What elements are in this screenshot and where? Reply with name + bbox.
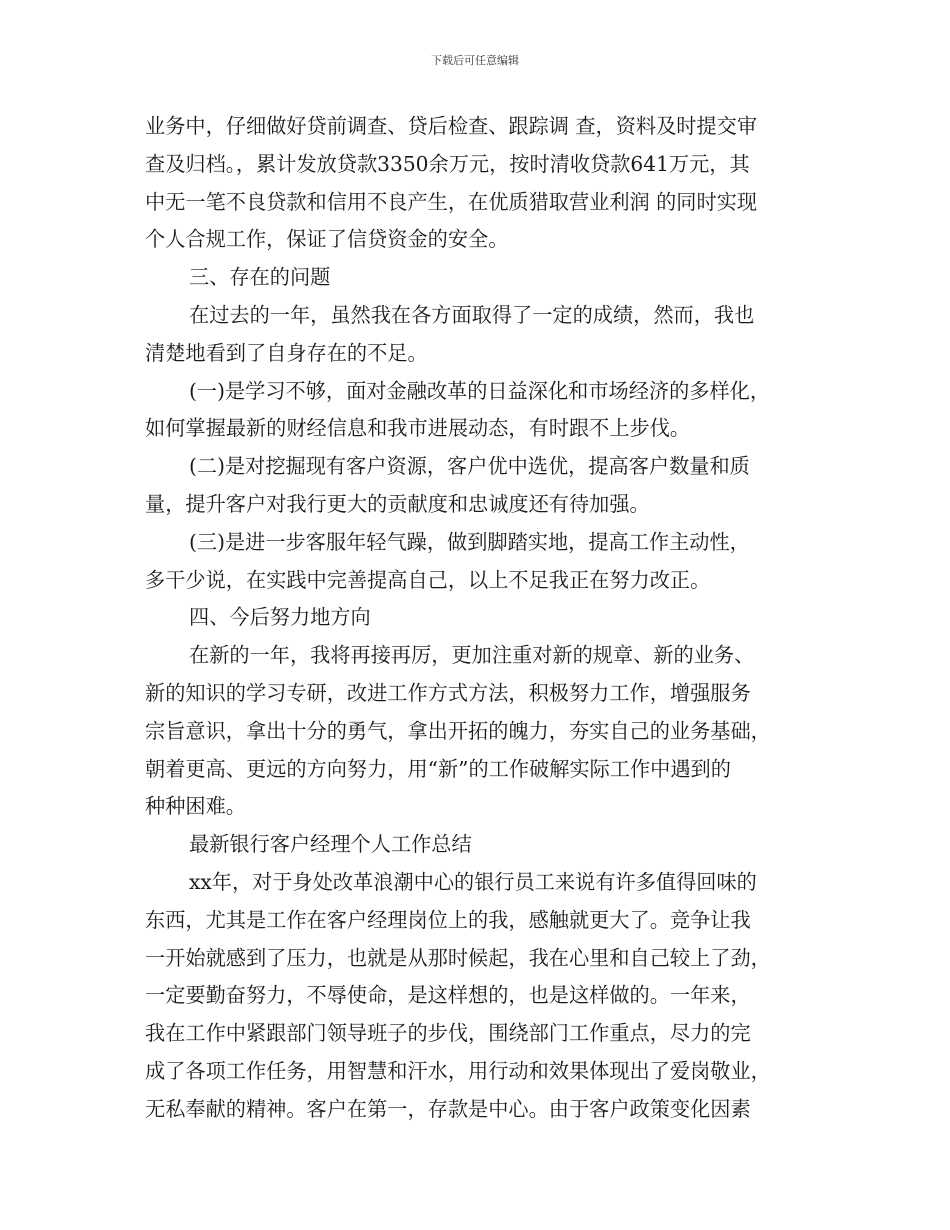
body-line: 量，提升客户对我行更大的贡献度和忠诚度还有待加强。 xyxy=(145,491,650,516)
body-line: 查及归档。，累计发放贷款3350余万元，按时清收贷款641万元，其 xyxy=(145,151,750,176)
body-line: (二)是对挖掘现有客户资源，客户优中选优，提高客户数量和质 xyxy=(189,454,750,479)
body-line: 朝着更高、更远的方向努力，用“新”的工作破解实际工作中遇到的 xyxy=(145,756,731,781)
body-line: 新的知识的学习专研，改进工作方式方法，积极努力工作，增强服务 xyxy=(145,680,751,705)
body-line: 成了各项工作任务，用智慧和汗水，用行动和效果体现出了爱岗敬业， xyxy=(145,1058,771,1083)
body-line: 个人合规工作，保证了信贷资金的安全。 xyxy=(145,227,509,252)
body-line: 在新的一年，我将再接再厉，更加注重对新的规章、新的业务、 xyxy=(189,643,755,668)
body-line: (一)是学习不够，面对金融改革的日益深化和市场经济的多样化， xyxy=(189,378,771,403)
body-line: 一开始就感到了压力，也就是从那时候起，我在心里和自己较上了劲， xyxy=(145,945,771,970)
body-line: 种种困难。 xyxy=(145,794,246,819)
body-line: 多干少说，在实践中完善提高自己，以上不足我正在努力改正。 xyxy=(145,567,711,592)
document-body xyxy=(145,108,810,1129)
body-line: 清楚地看到了自身存在的不足。 xyxy=(145,340,428,365)
body-line: 宗旨意识，拿出十分的勇气，拿出开拓的魄力，夯实自己的业务基础， xyxy=(145,718,771,743)
body-line: 一定要勤奋努力，不辱使命，是这样想的，也是这样做的。一年来， xyxy=(145,983,751,1008)
body-line: 业务中，仔细做好贷前调查、贷后检查、跟踪调 查，资料及时提交审 xyxy=(145,114,758,138)
body-line: 如何掌握最新的财经信息和我市进展动态，有时跟不上步伐。 xyxy=(145,416,691,441)
body-line: 在过去的一年，虽然我在各方面取得了一定的成绩，然而，我也 xyxy=(189,302,755,327)
body-line: xx年，对于身处改革浪潮中心的银行员工来说有许多值得回味的 xyxy=(189,869,757,894)
section-heading: 三、存在的问题 xyxy=(189,265,331,290)
section-heading: 四、今后努力地方向 xyxy=(189,605,371,630)
body-line: (三)是进一步客服年轻气躁，做到脚踏实地，提高工作主动性， xyxy=(189,529,750,554)
document-title: 最新银行客户经理个人工作总结 xyxy=(189,832,472,857)
body-line: 我在工作中紧跟部门领导班子的步伐，围绕部门工作重点，尽力的完 xyxy=(145,1021,751,1046)
body-line: 无私奉献的精神。客户在第一，存款是中心。由于客户政策变化因素 xyxy=(145,1096,751,1121)
body-line: 中无一笔不良贷款和信用不良产生，在优质猎取营业利润 的同时实现 xyxy=(145,189,758,214)
body-line: 东西，尤其是工作在客户经理岗位上的我，感触就更大了。竞争让我 xyxy=(145,907,751,932)
page-header: 下载后可任意编辑 xyxy=(431,54,519,67)
